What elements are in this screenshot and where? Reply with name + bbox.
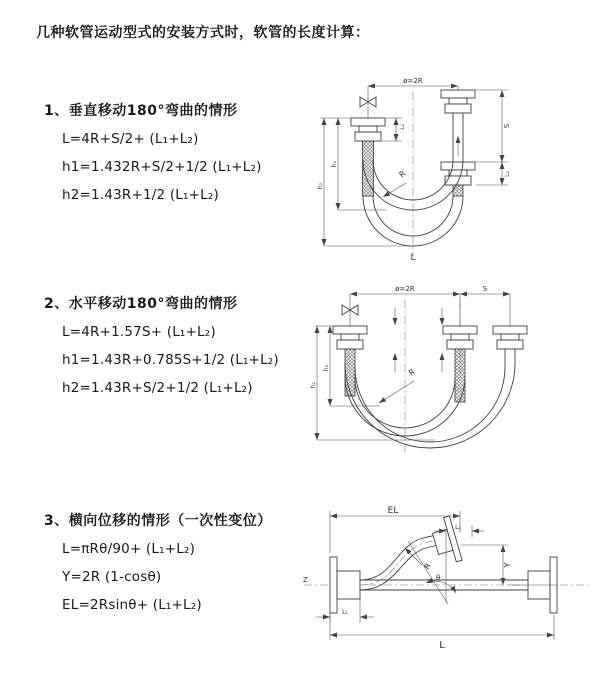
dimension-h2 bbox=[310, 326, 435, 440]
diagram-vertical-180-bend bbox=[312, 74, 584, 262]
formula-line: L=πRθ/90+ (L₁+L₂) bbox=[62, 541, 196, 557]
formula-line: h1=1.43R+0.785S+1/2 (L₁+L₂) bbox=[62, 352, 279, 368]
dimension-radius bbox=[383, 169, 408, 197]
dim-label-radius: R bbox=[406, 367, 417, 378]
hose-u-bends bbox=[345, 363, 515, 448]
formula-line: Y=2R (1-cosθ) bbox=[62, 569, 162, 585]
dim-label-theta: θ bbox=[436, 574, 441, 582]
dim-label-length: L bbox=[410, 253, 416, 263]
dim-label-h2: h₂ bbox=[310, 381, 317, 389]
dim-label-l2: L₂ bbox=[455, 524, 461, 531]
dim-label-radius: R bbox=[422, 561, 433, 572]
dim-label-h2: h₂ bbox=[317, 182, 324, 190]
formula-line: h2=1.43R+S/2+1/2 (L₁+L₂) bbox=[62, 380, 253, 396]
diagram-lateral-displacement bbox=[298, 503, 594, 651]
dim-label-span: ø=2R bbox=[395, 285, 415, 293]
flange-icon bbox=[443, 326, 477, 349]
dim-label-h1: h₁ bbox=[331, 160, 338, 168]
flange-icon bbox=[351, 118, 385, 141]
dim-label-l1: L₁ bbox=[399, 124, 406, 130]
section-3 bbox=[44, 510, 272, 619]
formula-line: h2=1.43R+1/2 (L₁+L₂) bbox=[62, 187, 219, 203]
dim-label-l2: L₂ bbox=[504, 171, 511, 177]
dim-label-l: L bbox=[439, 640, 445, 651]
dim-label-span: ø=2R bbox=[403, 77, 423, 85]
dimension-s bbox=[460, 285, 510, 294]
page-title: 几种软管运动型式的安装方式时，软管的长度计算： bbox=[36, 25, 370, 41]
dimension-radius bbox=[379, 367, 417, 403]
section-3-heading: 3、横向位移的情形（一次性变位） bbox=[44, 513, 272, 529]
dimension-l1 bbox=[382, 118, 406, 141]
dim-label-radius: R bbox=[397, 169, 408, 180]
dimension-l1 bbox=[316, 599, 374, 623]
dim-label-s: S bbox=[482, 285, 488, 293]
section-1-heading: 1、垂直移动180°弯曲的情形 bbox=[44, 103, 238, 119]
dimension-s bbox=[476, 90, 511, 162]
flange-icon bbox=[330, 557, 360, 613]
axis-marker: Z bbox=[303, 576, 308, 584]
braided-hose-section bbox=[453, 185, 463, 196]
dimension-span bbox=[350, 285, 460, 294]
diagram-horizontal-180-bend bbox=[310, 282, 594, 458]
section-1 bbox=[44, 100, 262, 209]
dim-label-s: S bbox=[503, 123, 511, 129]
dimension-l bbox=[330, 615, 554, 651]
braided-hose-section bbox=[455, 349, 465, 402]
section-2 bbox=[44, 293, 279, 402]
flange-icon bbox=[493, 326, 527, 349]
flange-icon bbox=[441, 90, 475, 113]
formula-line: L=4R+1.57S+ (L₁+L₂) bbox=[62, 324, 216, 340]
dim-label-h1: h₁ bbox=[323, 364, 330, 372]
fitting-dimension-arrows bbox=[395, 308, 442, 372]
dim-label-el: EL bbox=[387, 506, 399, 516]
dimension-l2 bbox=[476, 162, 511, 185]
flange-icon bbox=[333, 326, 367, 349]
formula-line: L=4R+S/2+ (L₁+L₂) bbox=[62, 131, 199, 147]
dim-label-y: Y bbox=[503, 562, 512, 568]
formula-line: EL=2Rsinθ+ (L₁+L₂) bbox=[62, 597, 202, 613]
section-2-heading: 2、水平移动180°弯曲的情形 bbox=[44, 296, 238, 312]
formula-line: h1=1.432R+S/2+1/2 (L₁+L₂) bbox=[62, 159, 262, 175]
dimension-radius bbox=[405, 548, 433, 571]
dim-label-l1: L₁ bbox=[342, 609, 348, 616]
